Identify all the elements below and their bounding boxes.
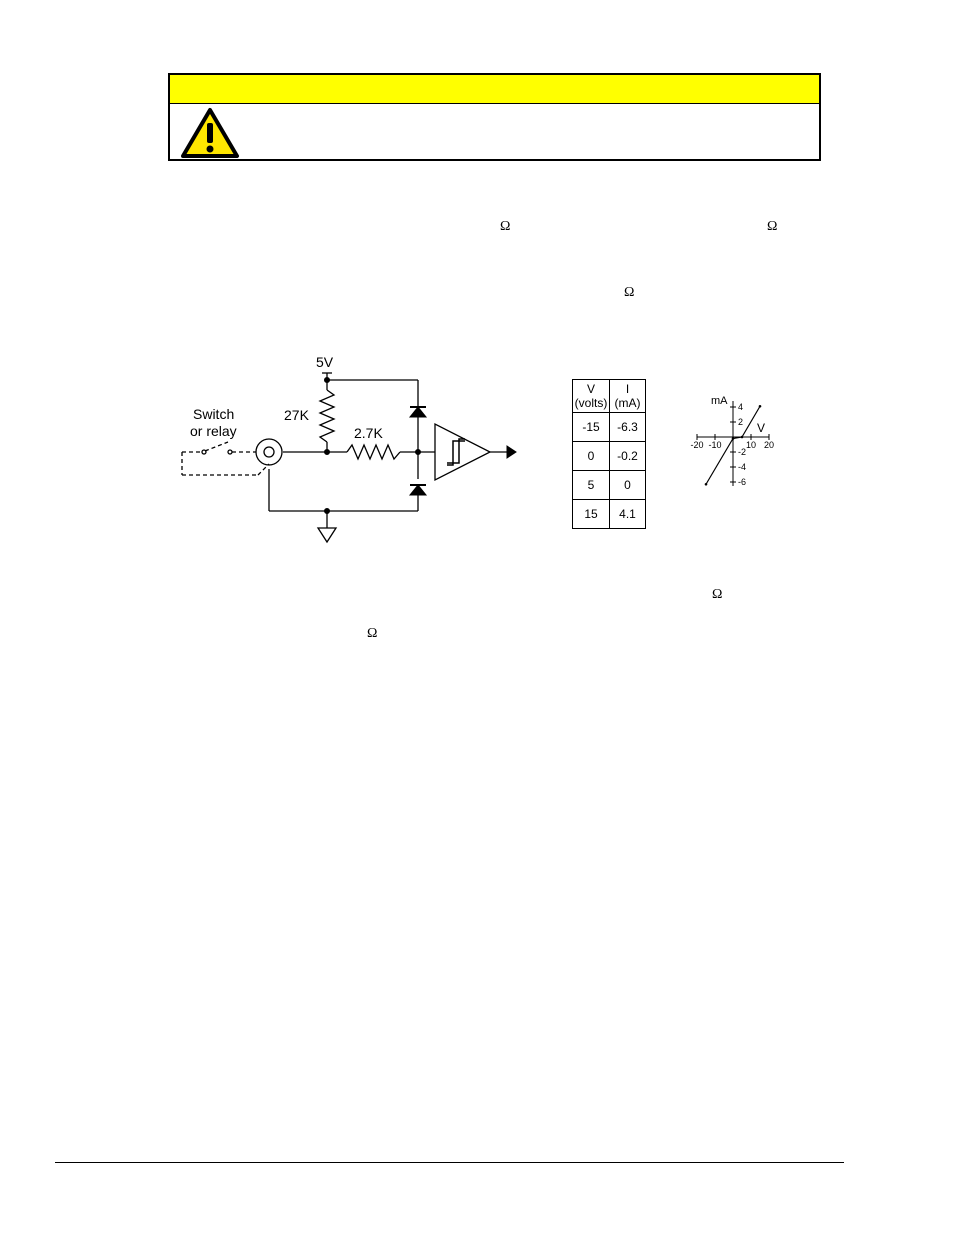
table-header-voltage: V (volts) [573, 380, 610, 413]
table-cell: -15 [573, 413, 610, 442]
x-tick-label: -10 [708, 440, 722, 450]
table-row [573, 413, 646, 442]
vi-table [572, 379, 646, 529]
omega-symbol: Ω [624, 285, 635, 300]
omega-symbol: Ω [767, 219, 778, 234]
switch-label: or relay [190, 423, 237, 439]
table-cell: 5 [573, 471, 610, 500]
x-tick-label: -20 [690, 440, 704, 450]
y-tick-label: -2 [738, 447, 747, 457]
table-header-current: I (mA) [610, 380, 646, 413]
data-point [741, 436, 744, 439]
table-row [573, 471, 646, 500]
omega-symbol: Ω [500, 219, 511, 234]
table-row [573, 500, 646, 529]
data-point [705, 483, 708, 486]
series-resistor-label: 2.7K [354, 425, 383, 441]
table-cell: 0 [573, 442, 610, 471]
x-axis-label: V [757, 421, 766, 435]
data-point [759, 405, 762, 408]
caution-box [168, 73, 821, 161]
omega-symbol: Ω [712, 587, 723, 602]
y-tick-label: -4 [738, 462, 747, 472]
input-circuit-schematic [172, 345, 532, 555]
table-cell: 0 [610, 471, 646, 500]
y-tick-label: -6 [738, 477, 747, 487]
data-point [732, 437, 735, 440]
warning-triangle-icon [180, 107, 240, 159]
pullup-resistor-label: 27K [284, 407, 309, 423]
table-cell: 15 [573, 500, 610, 529]
x-tick-label: 20 [763, 440, 775, 450]
table-cell: -0.2 [610, 442, 646, 471]
table-row [573, 442, 646, 471]
y-tick-label: 2 [738, 417, 744, 427]
switch-label: Switch [193, 406, 235, 422]
y-axis-label: mA [711, 395, 728, 407]
y-tick-label: 4 [738, 402, 744, 412]
footer-rule [55, 1162, 844, 1163]
table-cell: 4.1 [610, 500, 646, 529]
table-cell: -6.3 [610, 413, 646, 442]
omega-symbol: Ω [367, 626, 378, 641]
vi-curve-chart [650, 358, 815, 538]
supply-voltage-label: 5V [316, 354, 334, 370]
caution-header-bar [170, 75, 819, 104]
x-tick-label: 10 [745, 440, 757, 450]
